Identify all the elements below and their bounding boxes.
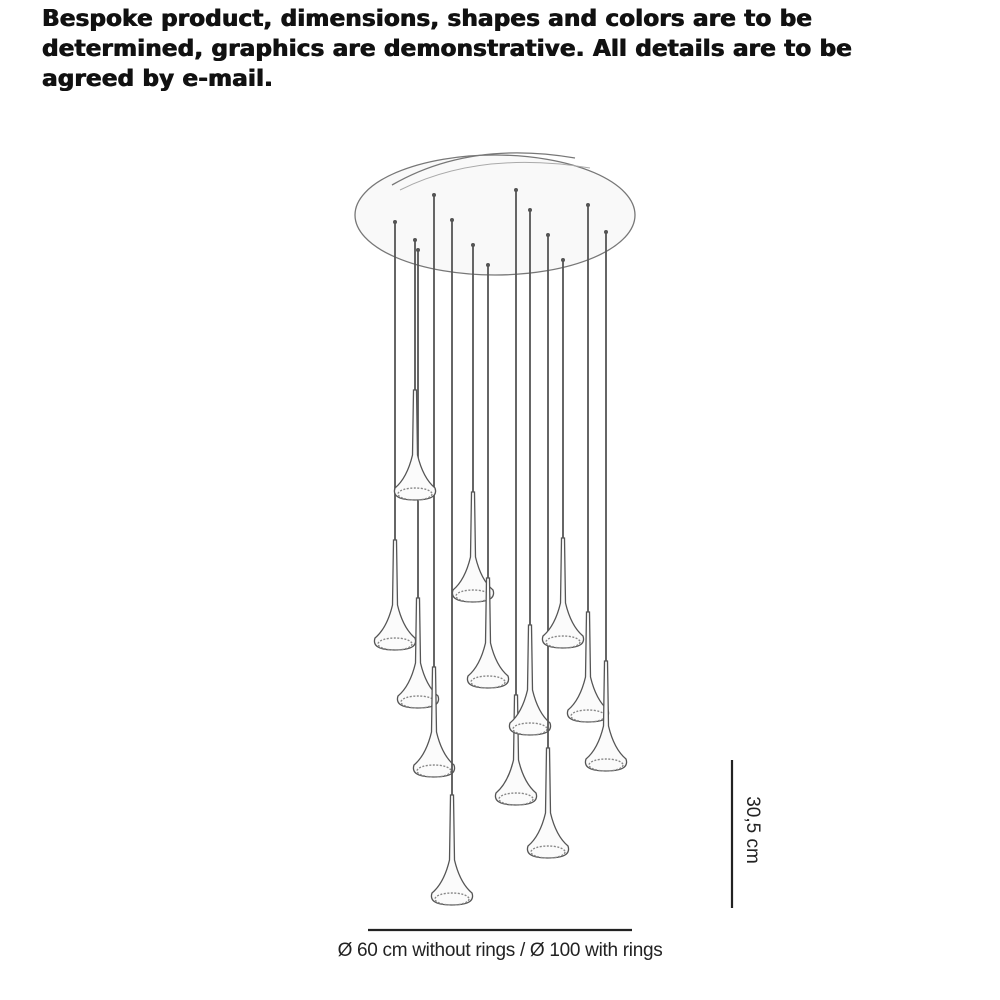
pendant-lamp bbox=[374, 220, 415, 650]
pendant-group bbox=[374, 188, 626, 905]
ceiling-canopy bbox=[355, 153, 635, 275]
pendant-lamp bbox=[394, 238, 435, 500]
bespoke-product-notice: Bespoke product, dimensions, shapes and colors are to be determined, graphics are demonstrative. All details are to be agreed by e-mail. bbox=[42, 6, 853, 92]
pendant-lamp bbox=[431, 218, 472, 905]
height-dimension-label: 30,5 cm bbox=[742, 796, 763, 864]
width-dimension-label: Ø 60 cm without rings / Ø 100 with rings bbox=[337, 940, 663, 961]
